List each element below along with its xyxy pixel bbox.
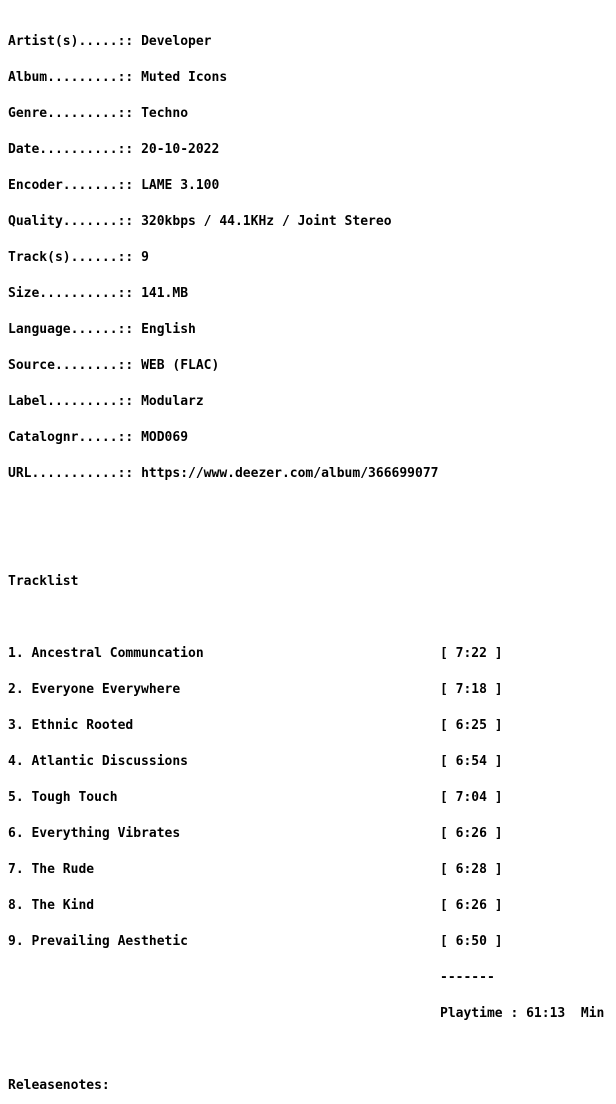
info-row-genre	[8, 108, 438, 120]
info-key: Album.........::	[8, 70, 134, 85]
nfo-document	[8, 12, 605, 1104]
info-row-encoder	[8, 180, 438, 192]
info-key: Label.........::	[8, 394, 134, 409]
track-row	[8, 790, 503, 805]
info-value: LAME 3.100	[141, 178, 220, 193]
track-duration: [ 6:54 ]	[440, 754, 503, 769]
track-row	[8, 718, 503, 733]
info-row-url	[8, 468, 438, 480]
track-row	[8, 898, 503, 913]
info-key: Catalognr.....::	[8, 430, 134, 445]
info-row-source	[8, 360, 438, 372]
track-title: 4. Atlantic Discussions	[8, 754, 189, 769]
track-duration: [ 6:25 ]	[440, 718, 503, 733]
info-value: Muted Icons	[141, 70, 228, 85]
info-value: Techno	[141, 106, 189, 121]
info-key: Date..........::	[8, 142, 134, 157]
track-title: 8. The Kind	[8, 898, 95, 913]
info-value: 141.MB	[141, 286, 189, 301]
blank-line	[8, 504, 438, 516]
tracklist-heading: Tracklist	[8, 574, 79, 589]
info-row-album	[8, 72, 438, 84]
track-duration: [ 6:50 ]	[440, 934, 503, 949]
info-value: English	[141, 322, 196, 337]
track-row	[8, 862, 503, 877]
track-duration: [ 7:22 ]	[440, 646, 503, 661]
info-key: Genre.........::	[8, 106, 134, 121]
info-value: 9	[141, 250, 149, 265]
track-title: 2. Everyone Everywhere	[8, 682, 181, 697]
info-value: 320kbps / 44.1KHz / Joint Stereo	[141, 214, 392, 229]
info-value: Modularz	[141, 394, 204, 409]
playtime-row	[8, 1006, 605, 1021]
duration-separator-row	[8, 970, 495, 985]
info-key: Language......::	[8, 322, 134, 337]
info-row-date	[8, 144, 438, 156]
info-url-value: https://www.deezer.com/album/366699077	[141, 466, 439, 481]
info-row-catalognr	[8, 432, 438, 444]
track-title: 6. Everything Vibrates	[8, 826, 181, 841]
track-title: 1. Ancestral Communcation	[8, 646, 204, 661]
info-key: Encoder.......::	[8, 178, 134, 193]
info-row-tracks	[8, 252, 438, 264]
track-duration: [ 6:26 ]	[440, 826, 503, 841]
track-duration: [ 7:04 ]	[440, 790, 503, 805]
track-title: 3. Ethnic Rooted	[8, 718, 134, 733]
track-row	[8, 754, 503, 769]
track-title: 7. The Rude	[8, 862, 95, 877]
info-value: Developer	[141, 34, 212, 49]
releasenotes-label: Releasenotes:	[8, 1078, 110, 1093]
info-value: MOD069	[141, 430, 189, 445]
blank-line	[8, 540, 438, 552]
info-key: URL...........::	[8, 466, 134, 481]
info-row-artist	[8, 36, 438, 48]
track-row	[8, 934, 503, 949]
info-row-size	[8, 288, 438, 300]
info-key: Track(s)......::	[8, 250, 134, 265]
info-value: WEB (FLAC)	[141, 358, 220, 373]
track-duration: [ 6:26 ]	[440, 898, 503, 913]
info-key: Quality.......::	[8, 214, 134, 229]
playtime-total: Playtime : 61:13 Min	[440, 1006, 605, 1021]
info-row-label	[8, 396, 438, 408]
info-row-language	[8, 324, 438, 336]
track-duration: [ 6:28 ]	[440, 862, 503, 877]
info-value: 20-10-2022	[141, 142, 220, 157]
info-row-quality	[8, 216, 438, 228]
info-key: Size..........::	[8, 286, 134, 301]
track-duration: [ 7:18 ]	[440, 682, 503, 697]
track-row	[8, 646, 503, 661]
blank-line	[8, 1044, 438, 1056]
duration-separator: -------	[440, 970, 495, 985]
track-row	[8, 682, 503, 697]
track-title: 9. Prevailing Aesthetic	[8, 934, 189, 949]
track-title: 5. Tough Touch	[8, 790, 118, 805]
blank-line	[8, 612, 438, 624]
info-key: Source........::	[8, 358, 134, 373]
track-row	[8, 826, 503, 841]
info-key: Artist(s).....::	[8, 34, 134, 49]
